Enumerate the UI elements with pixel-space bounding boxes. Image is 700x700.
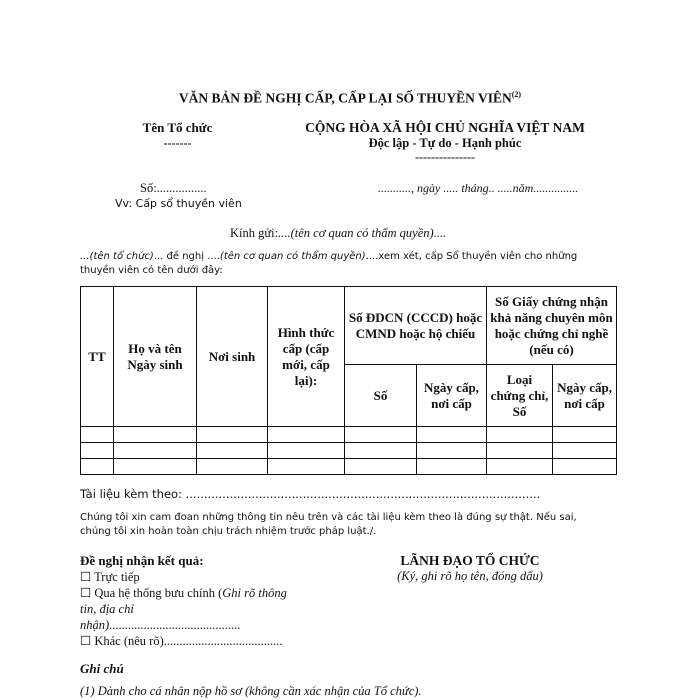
- receive-heading: Đề nghị nhận kết quả:: [80, 553, 204, 568]
- table-cell: [345, 427, 417, 443]
- title-superscript: (2): [511, 90, 522, 99]
- header-cert-group: Số Giấy chứng nhận khả năng chuyên môn hoặc chứng chỉ nghề (nếu có): [487, 287, 617, 365]
- header-id-number: Số: [345, 365, 417, 427]
- header-tt: TT: [81, 287, 114, 427]
- document-title: [0, 90, 700, 107]
- table-cell: [487, 443, 553, 459]
- table-cell: [553, 443, 617, 459]
- motto: Độc lập - Tự do - Hạnh phúc: [368, 136, 522, 150]
- receive-options: [80, 569, 320, 649]
- postal-address-dots: ..........................................: [109, 618, 241, 632]
- table-cell: [197, 427, 268, 443]
- recipient-value: ....(tên cơ quan có thẩm quyền)....: [278, 226, 447, 240]
- table-cell: [417, 459, 487, 475]
- table-cell: [114, 443, 197, 459]
- request-rest: ....xem xét, cấp Sổ thuyền viên cho những: [365, 251, 578, 262]
- header-form: Hình thức cấp (cấp mới, cấp lại):: [268, 287, 345, 427]
- document-number: Số:................: [140, 181, 207, 195]
- table-cell: [268, 459, 345, 475]
- org-name: Tên Tổ chức: [142, 120, 213, 135]
- table-cell: [345, 443, 417, 459]
- table-cell: [81, 427, 114, 443]
- leader-signature-note: (Ký, ghi rõ họ tên, đóng dấu): [397, 569, 543, 583]
- table-cell: [268, 443, 345, 459]
- crew-table: [80, 286, 617, 475]
- recipient-label: Kính gửi:: [230, 226, 279, 240]
- header-cert-date: Ngày cấp, nơi cấp: [553, 365, 617, 427]
- postal-hint: Ghi rõ thông: [222, 586, 287, 600]
- recipient-line: [230, 226, 446, 241]
- nation-name: CỘNG HÒA XÃ HỘI CHỦ NGHĨA VIỆT NAM: [305, 120, 585, 135]
- table-cell: [197, 459, 268, 475]
- header-name: Họ và tên Ngày sinh: [114, 287, 197, 427]
- request-verb: ... đề nghị ....: [153, 251, 220, 262]
- option-other[interactable]: ☐ Khác (nêu rõ)......................................: [80, 634, 283, 648]
- title-text: VĂN BẢN ĐỀ NGHỊ CẤP, CẤP LẠI SỐ THUYỀN VIÊN: [178, 90, 512, 106]
- option-postal[interactable]: [80, 585, 320, 601]
- header-id-group: Số ĐDCN (CCCD) hoặc CMND hoặc hộ chiếu: [345, 287, 487, 365]
- table-cell: [81, 459, 114, 475]
- request-line-2: thuyền viên có tên dưới đây:: [80, 265, 223, 276]
- table-cell: [268, 427, 345, 443]
- table-cell: [553, 427, 617, 443]
- table-cell: [487, 427, 553, 443]
- notes-line-1: (1) Dành cho cá nhân nộp hồ sơ (không cần xác nhận của Tổ chức).: [80, 684, 422, 698]
- notes-heading: Ghi chú: [80, 661, 124, 676]
- table-row: [81, 459, 617, 475]
- request-paragraph: [80, 250, 620, 278]
- subject-line: Vv: Cấp sổ thuyền viên: [115, 197, 242, 210]
- request-authority: (tên cơ quan có thẩm quyền): [219, 251, 366, 262]
- table-cell: [417, 427, 487, 443]
- commitment-line-2: chúng tôi xin hoàn toàn chịu trách nhiệm trước pháp luật./.: [80, 526, 377, 537]
- table-cell: [345, 459, 417, 475]
- table-cell: [553, 459, 617, 475]
- postal-address-line: [80, 617, 320, 633]
- motto-underline: ---------------: [415, 150, 475, 164]
- postal-hint-line-2: tin, địa chỉ: [80, 602, 134, 616]
- option-direct[interactable]: ☐ Trực tiếp: [80, 570, 140, 584]
- postal-text: ☐ Qua hệ thống bưu chính (: [80, 586, 223, 600]
- org-name-underline: -------: [163, 136, 192, 150]
- table-cell: [81, 443, 114, 459]
- header-birthplace: Nơi sinh: [197, 287, 268, 427]
- table-cell: [114, 427, 197, 443]
- attachments-line: Tài liệu kèm theo: .................................................................................................: [80, 487, 541, 501]
- request-line-1: [80, 250, 620, 264]
- header-cert-type: Loại chứng chỉ, Số: [487, 365, 553, 427]
- postal-hint-end: nhận): [80, 618, 110, 632]
- commitment-line-1: Chúng tôi xin cam đoan những thông tin nêu trên và các tài liệu kèm theo là đúng sự thật. Nếu sai,: [80, 512, 577, 523]
- header-id-date: Ngày cấp, nơi cấp: [417, 365, 487, 427]
- table-cell: [197, 443, 268, 459]
- table-cell: [487, 459, 553, 475]
- table-row: [81, 443, 617, 459]
- date-line: ..........., ngày ..... tháng.. .....năm...............: [378, 181, 579, 195]
- table-cell: [417, 443, 487, 459]
- table-row: [81, 427, 617, 443]
- commitment-paragraph: [80, 511, 577, 539]
- table-cell: [114, 459, 197, 475]
- leader-title: LÃNH ĐẠO TỔ CHỨC: [400, 553, 540, 568]
- table-header-row-1: [81, 287, 617, 365]
- request-org: ...(tên tổ chức): [80, 251, 154, 262]
